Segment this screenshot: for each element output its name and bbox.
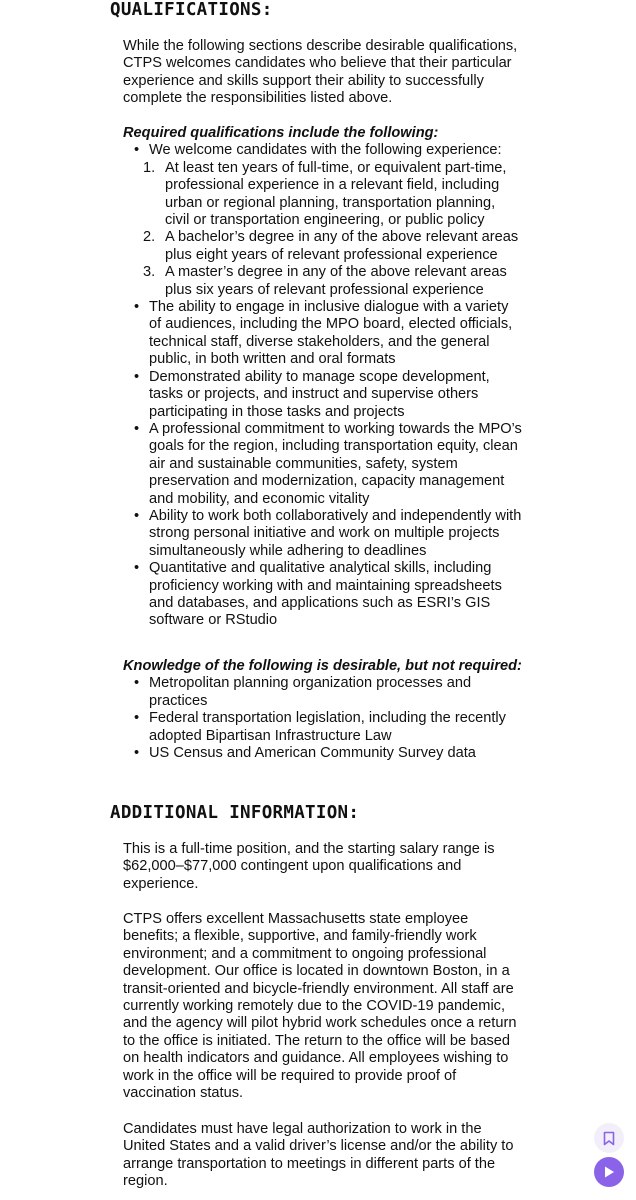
list-item [123,142,523,299]
benefits-paragraph: CTPS offers excellent Massachusetts state employee benefits; a flexible, supportive, and family-friendly work environment; and a commitment to ongoing professional development. Our office is located in downtown Boston, in a transit-oriented and bicycle-friendly environment. All staff are currently working remotely due to the COVID-19 pandemic, and the agency will pilot hybrid work schedules once a return to the office is initiated. The return to the office will be based on health indicators and guidance. All employees wishing to work in the office will be required to provide proof of vaccination status. [123,911,517,1102]
list-number: 2. [143,229,156,246]
desirable-list [123,675,523,762]
required-list [123,142,523,629]
list-item-text: At least ten years of full-time, or equivalent part-time, professional experience in a relevant field, including urban or regional planning, transportation planning, civil or transportation engineering, or public policy [165,159,507,229]
bookmark-button[interactable] [594,1123,624,1153]
list-item: • Quantitative and qualitative analytical skills, including proficiency working with and maintaining spreadsheets and databases, and applications such as ESRI’s GIS software or RStudio [123,560,523,630]
list-item: • Demonstrated ability to manage scope development, tasks or projects, and instruct and supervise others participating in those tasks and projects [123,369,523,421]
qualifications-heading: QUALIFICATIONS: [110,0,273,20]
desirable-section [123,658,523,762]
list-item-text: A master’s degree in any of the above relevant areas plus six years of relevant professional experience [165,264,507,298]
required-section [123,125,523,630]
list-item [143,229,523,264]
authorization-paragraph: Candidates must have legal authorization to work in the United States and a valid driver’s license and/or the ability to arrange transportation to meetings in different parts of the region. [123,1121,514,1190]
experience-intro: We welcome candidates with the following experience: [149,142,502,159]
list-number: 1. [143,159,156,176]
desirable-heading: Knowledge of the following is desirable, but not required: [123,658,522,674]
additional-information-heading: ADDITIONAL INFORMATION: [110,803,360,823]
list-number: 3. [143,264,156,281]
list-item [143,264,523,299]
list-item: • Ability to work both collaboratively and independently with strong personal initiative and work on multiple projects simultaneously while adhering to deadlines [123,508,523,560]
qualifications-intro: While the following sections describe desirable qualifications, CTPS welcomes candidates who believe that their particular experience and skills support their ability to successfully complete the responsibilities listed above. [123,38,518,107]
list-item: • Federal transportation legislation, including the recently adopted Bipartisan Infrastructure Law [123,710,523,745]
list-item [143,159,523,230]
required-heading: Required qualifications include the following: [123,125,439,141]
list-item: • Metropolitan planning organization processes and practices [123,675,523,710]
experience-options-list [143,159,523,299]
list-item: • The ability to engage in inclusive dialogue with a variety of audiences, including the MPO board, elected officials, technical staff, diverse stakeholders, and the general public, in both written and oral formats [123,299,523,369]
play-button[interactable] [594,1157,624,1187]
play-icon [603,1165,615,1179]
salary-paragraph: This is a full-time position, and the starting salary range is $62,000–$77,000 contingent upon qualifications and experience. [123,841,495,892]
list-item: • US Census and American Community Survey data [123,745,523,762]
list-item: • A professional commitment to working towards the MPO’s goals for the region, including transportation equity, clean air and sustainable communities, safety, system preservation and modernization, capacity management and mobility, and economic vitality [123,421,523,508]
bookmark-icon [603,1131,615,1146]
list-item-text: A bachelor’s degree in any of the above relevant areas plus eight years of relevant professional experience [165,229,519,263]
